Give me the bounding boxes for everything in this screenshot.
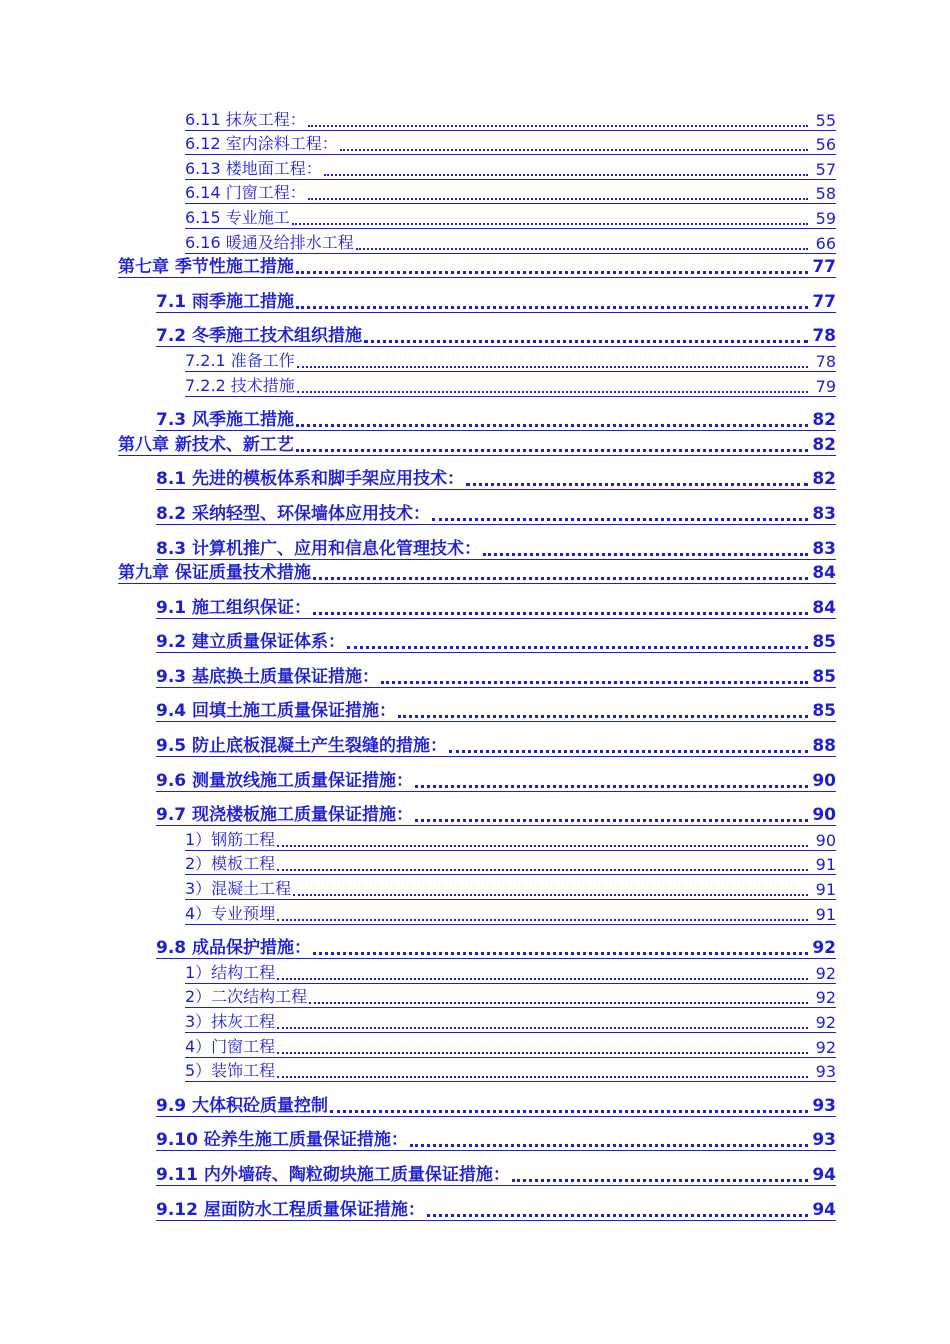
toc-dot-leader — [432, 518, 808, 521]
toc-dot-leader — [313, 952, 808, 955]
toc-page-number: 91 — [815, 855, 836, 875]
toc-entry[interactable] — [0, 1010, 950, 1035]
toc-entry-title: 3）抹灰工程 — [185, 1012, 276, 1031]
toc-entry[interactable] — [0, 325, 950, 350]
toc-entry-title: 9.6 测量放线施工质量保证措施： — [156, 770, 414, 791]
toc-page-number: 78 — [812, 326, 836, 347]
toc-dot-leader — [277, 978, 808, 980]
toc-entry-title: 9.12 屋面防水工程质量保证措施： — [156, 1199, 425, 1220]
toc-entry[interactable] — [0, 1094, 950, 1119]
toc-dot-leader — [347, 646, 808, 649]
toc-entry-title: 第九章 保证质量技术措施 — [118, 563, 311, 584]
toc-dot-leader — [415, 819, 808, 822]
toc-entry[interactable] — [0, 349, 950, 374]
table-of-contents — [0, 108, 950, 1223]
toc-page-number: 85 — [812, 632, 836, 653]
toc-page-number: 78 — [815, 351, 836, 371]
toc-dot-leader — [296, 424, 808, 427]
toc-entry-title: 3）混凝土工程 — [185, 879, 292, 899]
toc-dot-leader — [296, 271, 808, 274]
toc-dot-leader — [308, 198, 808, 200]
toc-page-number: 94 — [812, 1164, 836, 1185]
toc-entry-title: 8.2 采纳轻型、环保墙体应用技术： — [156, 503, 431, 524]
toc-entry[interactable] — [0, 290, 950, 315]
toc-dot-leader — [277, 1076, 808, 1078]
toc-dot-leader — [415, 785, 808, 788]
toc-entry-title: 7.2 冬季施工技术组织措施 — [156, 326, 363, 347]
toc-page-number: 79 — [815, 376, 836, 396]
toc-page-number: 84 — [812, 597, 836, 618]
toc-entry-title: 6.11 抹灰工程： — [185, 109, 306, 129]
toc-dot-leader — [313, 577, 808, 580]
toc-entry[interactable] — [0, 700, 950, 725]
toc-entry-title: 7.2.1 准备工作 — [185, 350, 295, 370]
toc-page-number: 84 — [812, 563, 836, 584]
toc-dot-leader — [512, 1179, 808, 1182]
toc-entry-title: 2）二次结构工程 — [185, 987, 308, 1007]
toc-dot-leader — [309, 1002, 808, 1004]
toc-page-number: 92 — [812, 938, 836, 959]
toc-page-number: 83 — [812, 503, 836, 524]
toc-entry-title: 6.13 楼地面工程： — [185, 158, 322, 178]
toc-entry-title: 9.2 建立质量保证体系： — [156, 632, 346, 653]
toc-entry-title: 9.10 砼养生施工质量保证措施： — [156, 1130, 408, 1151]
toc-entry-title: 8.3 计算机推广、应用和信息化管理技术： — [156, 538, 482, 559]
toc-page-number: 90 — [812, 805, 836, 826]
toc-entry-title: 6.12 室内涂料工程： — [185, 134, 338, 154]
toc-entry-title: 2）模板工程 — [185, 854, 276, 874]
toc-page-number: 92 — [815, 988, 836, 1008]
toc-dot-leader — [277, 1027, 808, 1029]
toc-entry[interactable] — [0, 182, 950, 207]
toc-dot-leader — [308, 125, 808, 127]
toc-page-number: 93 — [812, 1095, 836, 1116]
toc-entry-title: 7.1 雨季施工措施 — [156, 291, 295, 312]
toc-dot-leader — [449, 750, 808, 753]
toc-entry[interactable] — [0, 374, 950, 399]
toc-entry-title: 6.14 门窗工程： — [185, 183, 306, 203]
toc-page-number: 90 — [812, 770, 836, 791]
toc-dot-leader — [293, 894, 808, 896]
toc-page-number: 85 — [812, 666, 836, 687]
toc-entry[interactable] — [0, 961, 950, 986]
toc-entry[interactable] — [0, 665, 950, 690]
toc-page-number: 90 — [815, 830, 836, 850]
toc-entry[interactable] — [0, 157, 950, 182]
toc-dot-leader — [296, 306, 808, 309]
toc-entry[interactable] — [0, 256, 950, 281]
toc-entry[interactable] — [0, 902, 950, 927]
toc-entry[interactable] — [0, 433, 950, 458]
toc-entry[interactable] — [0, 562, 950, 587]
toc-entry-title: 9.9 大体积砼质量控制 — [156, 1095, 329, 1116]
toc-entry-title: 第八章 新技术、新工艺 — [118, 434, 294, 455]
toc-entry-title: 4）专业预埋 — [185, 903, 276, 923]
toc-entry[interactable] — [0, 828, 950, 853]
toc-dot-leader — [330, 1110, 808, 1113]
toc-entry-title: 9.5 防止底板混凝土产生裂缝的措施： — [156, 736, 448, 757]
toc-page-number: 58 — [815, 184, 836, 204]
toc-entry[interactable] — [0, 734, 950, 759]
toc-dot-leader — [297, 391, 808, 393]
toc-entry[interactable] — [0, 1163, 950, 1188]
toc-entry[interactable] — [0, 804, 950, 829]
toc-entry-title: 9.3 基底换土质量保证措施： — [156, 666, 380, 687]
toc-entry-title: 4）门窗工程 — [185, 1036, 276, 1056]
toc-entry-title: 7.3 风季施工措施 — [156, 410, 295, 431]
toc-dot-leader — [292, 223, 808, 225]
toc-page-number: 85 — [812, 701, 836, 722]
toc-entry-title: 9.1 施工组织保证： — [156, 597, 312, 618]
toc-page-number: 82 — [812, 469, 836, 490]
toc-page-number: 57 — [815, 159, 836, 179]
toc-page-number: 92 — [815, 1013, 836, 1032]
toc-page-number: 88 — [812, 736, 836, 757]
toc-entry[interactable] — [0, 1035, 950, 1060]
toc-page-number: 92 — [815, 963, 836, 983]
toc-entry[interactable] — [0, 133, 950, 158]
toc-page-number: 91 — [815, 880, 836, 900]
toc-entry-title: 8.1 先进的模板体系和脚手架应用技术： — [156, 469, 465, 490]
toc-entry-title: 9.7 现浇楼板施工质量保证措施： — [156, 805, 414, 826]
toc-entry-title: 9.8 成品保护措施： — [156, 938, 312, 959]
toc-entry[interactable] — [0, 769, 950, 794]
toc-page-number: 94 — [812, 1199, 836, 1220]
toc-entry[interactable] — [0, 937, 950, 962]
toc-page-number: 82 — [812, 434, 836, 455]
toc-page-number: 93 — [815, 1062, 836, 1082]
toc-page-number: 83 — [812, 538, 836, 559]
toc-dot-leader — [410, 1144, 808, 1147]
toc-entry[interactable] — [0, 1129, 950, 1154]
toc-dot-leader — [381, 681, 808, 684]
toc-entry-title: 1）钢筋工程 — [185, 829, 276, 849]
toc-page-number: 82 — [812, 410, 836, 431]
toc-entry-title: 6.15 专业施工 — [185, 207, 290, 227]
toc-dot-leader — [277, 845, 808, 847]
toc-page-number: 66 — [815, 233, 836, 253]
toc-entry[interactable] — [0, 853, 950, 878]
toc-dot-leader — [427, 1214, 808, 1217]
toc-dot-leader — [483, 553, 808, 556]
toc-page-number: 93 — [812, 1130, 836, 1151]
toc-page-number: 59 — [815, 208, 836, 228]
toc-dot-leader — [313, 612, 808, 615]
toc-entry-title: 6.16 暖通及给排水工程 — [185, 232, 354, 252]
toc-entry-title: 9.4 回填土施工质量保证措施： — [156, 701, 397, 722]
toc-entry-title: 9.11 内外墙砖、陶粒砌块施工质量保证措施： — [156, 1164, 510, 1185]
toc-entry[interactable] — [0, 986, 950, 1011]
toc-page-number: 92 — [815, 1037, 836, 1057]
toc-entry-title: 5）装饰工程 — [185, 1061, 276, 1081]
toc-dot-leader — [296, 449, 808, 452]
toc-dot-leader — [277, 919, 808, 921]
toc-entry-title: 1）结构工程 — [185, 962, 276, 982]
toc-dot-leader — [398, 715, 808, 718]
toc-entry-title: 第七章 季节性施工措施 — [118, 257, 294, 278]
toc-entry[interactable] — [0, 1060, 950, 1085]
toc-page-number: 55 — [815, 110, 836, 130]
toc-page-number: 77 — [812, 291, 836, 312]
toc-page-number: 56 — [815, 135, 836, 155]
toc-entry[interactable] — [0, 877, 950, 902]
toc-dot-leader — [324, 174, 808, 176]
toc-dot-leader — [340, 149, 808, 151]
toc-page-number: 91 — [815, 904, 836, 924]
toc-page-number: 77 — [812, 257, 836, 278]
toc-dot-leader — [297, 366, 808, 368]
toc-entry[interactable] — [0, 596, 950, 621]
toc-dot-leader — [277, 869, 808, 871]
toc-dot-leader — [356, 248, 808, 250]
toc-entry[interactable] — [0, 468, 950, 493]
toc-dot-leader — [364, 340, 808, 343]
toc-entry[interactable] — [0, 1198, 950, 1223]
toc-entry[interactable] — [0, 631, 950, 656]
toc-entry[interactable] — [0, 502, 950, 527]
toc-entry-title: 7.2.2 技术措施 — [185, 375, 295, 395]
toc-dot-leader — [277, 1052, 808, 1054]
toc-entry[interactable] — [0, 206, 950, 231]
toc-dot-leader — [466, 483, 808, 486]
toc-entry[interactable] — [0, 108, 950, 133]
